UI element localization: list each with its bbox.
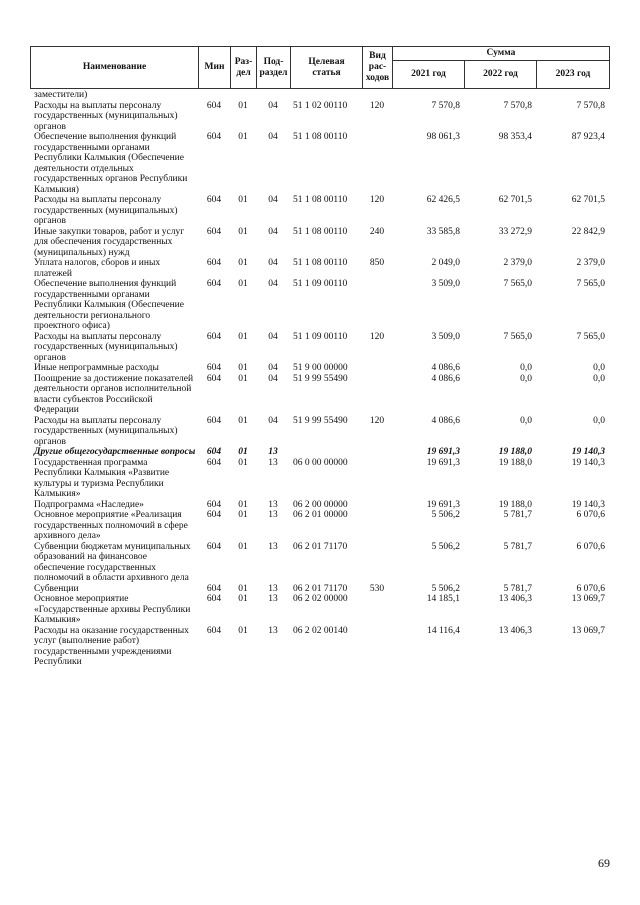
table-row: [30, 363, 610, 374]
cell-2022: 5 781,7: [503, 583, 532, 594]
cell-min: 604: [206, 258, 222, 268]
cell-2022: 7 565,0: [503, 331, 532, 342]
cell-razdel: 01: [238, 510, 248, 520]
cell-razdel: [230, 90, 256, 101]
cell-2021: 19 691,3: [426, 447, 460, 457]
table-row: [30, 90, 610, 101]
cell-2023: 87 923,4: [571, 132, 605, 142]
cell-name: Поощрение за достижение показателей деятельности органов исполнительной власти субъектов Российской Федерации: [34, 373, 194, 415]
cell-min: 604: [206, 415, 222, 426]
cell-2021: 19 691,3: [426, 457, 460, 468]
cell-min: 604: [206, 195, 222, 205]
cell-2021: [392, 90, 464, 101]
header-podrazdel: Под- раздел: [256, 46, 291, 89]
header-razdel: Раз- дел: [230, 46, 257, 89]
table-row: [30, 584, 610, 595]
header-target: Целевая статья: [290, 46, 363, 89]
cell-2022: 2 379,0: [503, 258, 532, 268]
cell-razdel: 01: [238, 363, 248, 373]
table-row: [30, 510, 610, 542]
cell-vid: [362, 500, 392, 511]
cell-vid: [362, 363, 392, 374]
cell-name: Иные закупки товаров, работ и услуг для обеспечения государственных (муниципальных) нужд: [34, 226, 185, 258]
cell-2022: 13 406,3: [498, 594, 532, 604]
cell-name: Субвенции бюджетам муниципальных образований на финансовое обеспечение государственных полномочий в области архивного дела: [34, 541, 191, 583]
cell-podrazdel: 13: [268, 541, 278, 552]
cell-podrazdel: 13: [268, 594, 278, 604]
cell-razdel: 01: [238, 594, 248, 604]
header-2022: 2022 год: [464, 60, 537, 89]
cell-podrazdel: 04: [268, 415, 278, 426]
cell-vid: 240: [369, 226, 385, 237]
cell-2021: 2 049,0: [431, 258, 460, 268]
cell-target: 51 9 99 55490: [293, 415, 348, 426]
cell-2023: 7 565,0: [576, 331, 605, 342]
cell-2021: 4 086,6: [431, 415, 460, 426]
cell-2021: 3 509,0: [431, 279, 460, 289]
cell-razdel: 01: [238, 415, 248, 426]
cell-2022: 0,0: [520, 363, 532, 373]
table-body: [30, 90, 610, 668]
table-row: [30, 594, 610, 626]
cell-min: 604: [206, 363, 222, 373]
cell-name: Расходы на выплаты персоналу государственных (муниципальных) органов: [34, 100, 178, 132]
cell-target: 06 2 01 71170: [293, 583, 348, 594]
cell-2022: 0,0: [520, 373, 532, 384]
cell-2023: 19 140,3: [571, 457, 605, 468]
cell-name: Основное мероприятие «Реализация государственных полномочий в сфере архивного дела»: [34, 510, 188, 541]
cell-min: 604: [206, 594, 222, 604]
cell-min: 604: [206, 510, 222, 520]
cell-2023: 7 565,0: [576, 279, 605, 289]
table-row: [30, 542, 610, 584]
cell-podrazdel: 13: [268, 625, 278, 636]
cell-vid: [362, 279, 392, 332]
cell-2021: 5 506,2: [431, 541, 460, 552]
cell-name: Расходы на оказание государственных услуг (выполнение работ) государственными учреждениями Республики: [34, 625, 189, 667]
cell-2021: 7 570,8: [431, 100, 460, 111]
table-row: [30, 626, 610, 668]
cell-vid: 120: [369, 331, 385, 342]
cell-2023: 13 069,7: [571, 594, 605, 604]
cell-2022: 33 272,9: [498, 226, 532, 237]
cell-name: Обеспечение выполнения функций государственными органами Республики Калмыкия (Обеспечение деятельности отдельных государственных органов Республики Калмыкия): [34, 132, 188, 195]
page-number: 69: [598, 856, 610, 870]
cell-razdel: 01: [238, 226, 248, 237]
cell-2021: 4 086,6: [431, 373, 460, 384]
cell-podrazdel: 04: [268, 258, 278, 268]
cell-min: 604: [206, 583, 222, 594]
cell-target: 06 0 00 00000: [293, 457, 348, 468]
cell-2023: 6 070,6: [576, 583, 605, 594]
header-min: Мин: [198, 46, 231, 89]
cell-2023: 2 379,0: [576, 258, 605, 268]
cell-name: Расходы на выплаты персоналу государственных (муниципальных) органов: [34, 195, 178, 226]
cell-2021: 5 506,2: [431, 583, 460, 594]
cell-target: [290, 447, 362, 458]
cell-podrazdel: 13: [268, 447, 278, 457]
cell-min: 604: [206, 373, 222, 384]
cell-2023: 0,0: [593, 415, 605, 426]
cell-razdel: 01: [238, 195, 248, 205]
cell-min: 604: [206, 541, 222, 552]
table-row: [30, 195, 610, 227]
cell-target: 06 2 02 00000: [293, 594, 348, 604]
cell-razdel: 01: [238, 625, 248, 636]
cell-target: 51 1 09 00110: [293, 331, 348, 342]
cell-target: 51 1 08 00110: [293, 258, 348, 268]
cell-2022: 13 406,3: [498, 625, 532, 636]
cell-podrazdel: 04: [268, 226, 278, 237]
cell-podrazdel: 04: [268, 132, 278, 142]
cell-razdel: 01: [238, 100, 248, 111]
cell-name: Основное мероприятие «Государственные архивы Республики Калмыкия»: [34, 594, 191, 625]
cell-2021: 3 509,0: [431, 331, 460, 342]
cell-podrazdel: 04: [268, 279, 278, 289]
cell-vid: 530: [369, 583, 385, 594]
cell-2021: 5 506,2: [431, 510, 460, 520]
cell-razdel: 01: [238, 258, 248, 268]
cell-2023: 0,0: [593, 373, 605, 384]
cell-podrazdel: 13: [268, 510, 278, 520]
cell-vid: [362, 594, 392, 626]
cell-vid: [362, 542, 392, 584]
cell-min: 604: [206, 499, 222, 510]
cell-podrazdel: [256, 90, 290, 101]
cell-2023: 62 701,5: [571, 195, 605, 205]
cell-min: 604: [206, 226, 222, 237]
cell-min: 604: [206, 625, 222, 636]
cell-razdel: 01: [238, 331, 248, 342]
cell-2023: 19 140,3: [571, 499, 605, 510]
cell-2021: 19 691,3: [426, 499, 460, 510]
cell-vid: [362, 132, 392, 195]
cell-2021: 14 185,1: [426, 594, 460, 604]
cell-target: 51 1 08 00110: [293, 226, 348, 237]
table-row: [30, 374, 610, 416]
cell-2023: 6 070,6: [576, 541, 605, 552]
header-vid: Вид рас- ходов: [362, 46, 393, 89]
cell-name: Другие общегосударственные вопросы: [34, 447, 196, 457]
cell-2022: [464, 90, 536, 101]
table-row: [30, 279, 610, 332]
cell-min: 604: [206, 331, 222, 342]
cell-name: Обеспечение выполнения функций государственными органами Республики Калмыкия (Обеспечение деятельности регионального проектного офиса): [34, 279, 184, 331]
table-row: [30, 132, 610, 195]
table-row: [30, 258, 610, 279]
cell-name: заместители): [34, 90, 88, 100]
cell-vid: [362, 510, 392, 542]
cell-2023: 19 140,3: [571, 447, 605, 457]
cell-vid: 120: [369, 195, 385, 205]
table-row: [30, 332, 610, 364]
cell-2023: [536, 90, 608, 101]
cell-2023: 7 570,8: [576, 100, 605, 111]
cell-2021: 4 086,6: [431, 363, 460, 373]
cell-2022: 19 188,0: [498, 447, 532, 457]
cell-razdel: 01: [238, 541, 248, 552]
cell-razdel: 01: [238, 447, 248, 457]
cell-target: 51 1 08 00110: [293, 132, 348, 142]
cell-podrazdel: 04: [268, 373, 278, 384]
cell-2022: 5 781,7: [503, 541, 532, 552]
cell-razdel: 01: [238, 132, 248, 142]
table-header: [30, 46, 610, 89]
cell-name: Расходы на выплаты персоналу государственных (муниципальных) органов: [34, 415, 178, 447]
cell-vid: [362, 458, 392, 500]
cell-target: 51 9 00 00000: [293, 363, 348, 373]
cell-target: 06 2 01 00000: [293, 510, 348, 520]
header-name: Наименование: [30, 46, 199, 89]
cell-2021: 14 116,4: [427, 625, 460, 636]
cell-name: Уплата налогов, сборов и иных платежей: [34, 258, 161, 279]
cell-2022: 7 565,0: [503, 279, 532, 289]
cell-2021: 33 585,8: [426, 226, 460, 237]
header-2023: 2023 год: [536, 60, 610, 89]
cell-2021: 62 426,5: [426, 195, 460, 205]
table-row: [30, 227, 610, 259]
cell-vid: 850: [369, 258, 385, 268]
cell-vid: 120: [369, 100, 385, 111]
cell-min: 604: [206, 447, 222, 457]
cell-podrazdel: 04: [268, 331, 278, 342]
cell-target: 06 2 01 71170: [293, 541, 348, 552]
cell-2022: 62 701,5: [498, 195, 532, 205]
cell-podrazdel: 13: [268, 583, 278, 594]
cell-vid: [362, 90, 392, 101]
cell-2023: 0,0: [593, 363, 605, 373]
cell-vid: [362, 447, 392, 458]
header-sum: Сумма: [392, 46, 610, 61]
cell-target: [290, 90, 362, 101]
cell-name: Субвенции: [34, 583, 79, 594]
cell-razdel: 01: [238, 373, 248, 384]
cell-razdel: 01: [238, 457, 248, 468]
cell-2022: 19 188,0: [498, 457, 532, 468]
cell-name: Расходы на выплаты персоналу государственных (муниципальных) органов: [34, 331, 178, 363]
table-row: [30, 458, 610, 500]
table-row: [30, 447, 610, 458]
cell-podrazdel: 13: [268, 499, 278, 510]
cell-vid: [362, 626, 392, 668]
cell-podrazdel: 04: [268, 195, 278, 205]
cell-2021: 98 061,3: [426, 132, 460, 142]
cell-min: 604: [206, 279, 222, 289]
cell-2023: 22 842,9: [571, 226, 605, 237]
cell-target: 51 9 99 55490: [293, 373, 348, 384]
table-row: [30, 416, 610, 448]
cell-podrazdel: 13: [268, 457, 278, 468]
cell-2023: 6 070,6: [576, 510, 605, 520]
cell-target: 51 1 08 00110: [293, 195, 348, 205]
cell-razdel: 01: [238, 499, 248, 510]
cell-razdel: 01: [238, 279, 248, 289]
table-row: [30, 500, 610, 511]
cell-min: 604: [206, 100, 222, 111]
cell-2022: 0,0: [520, 415, 532, 426]
cell-2022: 7 570,8: [503, 100, 532, 111]
cell-min: [198, 90, 230, 101]
cell-name: Подпрограмма «Наследие»: [34, 499, 144, 510]
cell-target: 51 1 02 00110: [293, 100, 348, 111]
cell-target: 06 2 00 00000: [293, 499, 348, 510]
cell-target: 51 1 09 00110: [293, 279, 348, 289]
cell-2022: 98 353,4: [498, 132, 532, 142]
cell-min: 604: [206, 132, 222, 142]
cell-podrazdel: 04: [268, 363, 278, 373]
cell-2022: 5 781,7: [503, 510, 532, 520]
cell-podrazdel: 04: [268, 100, 278, 111]
cell-target: 06 2 02 00140: [293, 625, 348, 636]
cell-name: Государственная программа Республики Калмыкия «Развитие культуры и туризма Республики Калмыкия»: [34, 457, 170, 499]
header-2021: 2021 год: [392, 60, 465, 89]
cell-2023: 13 069,7: [571, 625, 605, 636]
table-row: [30, 101, 610, 133]
cell-name: Иные непрограммные расходы: [34, 363, 159, 373]
cell-2022: 19 188,0: [498, 499, 532, 510]
cell-min: 604: [206, 457, 222, 468]
cell-vid: 120: [369, 415, 385, 426]
cell-razdel: 01: [238, 583, 248, 594]
cell-vid: [362, 374, 392, 416]
